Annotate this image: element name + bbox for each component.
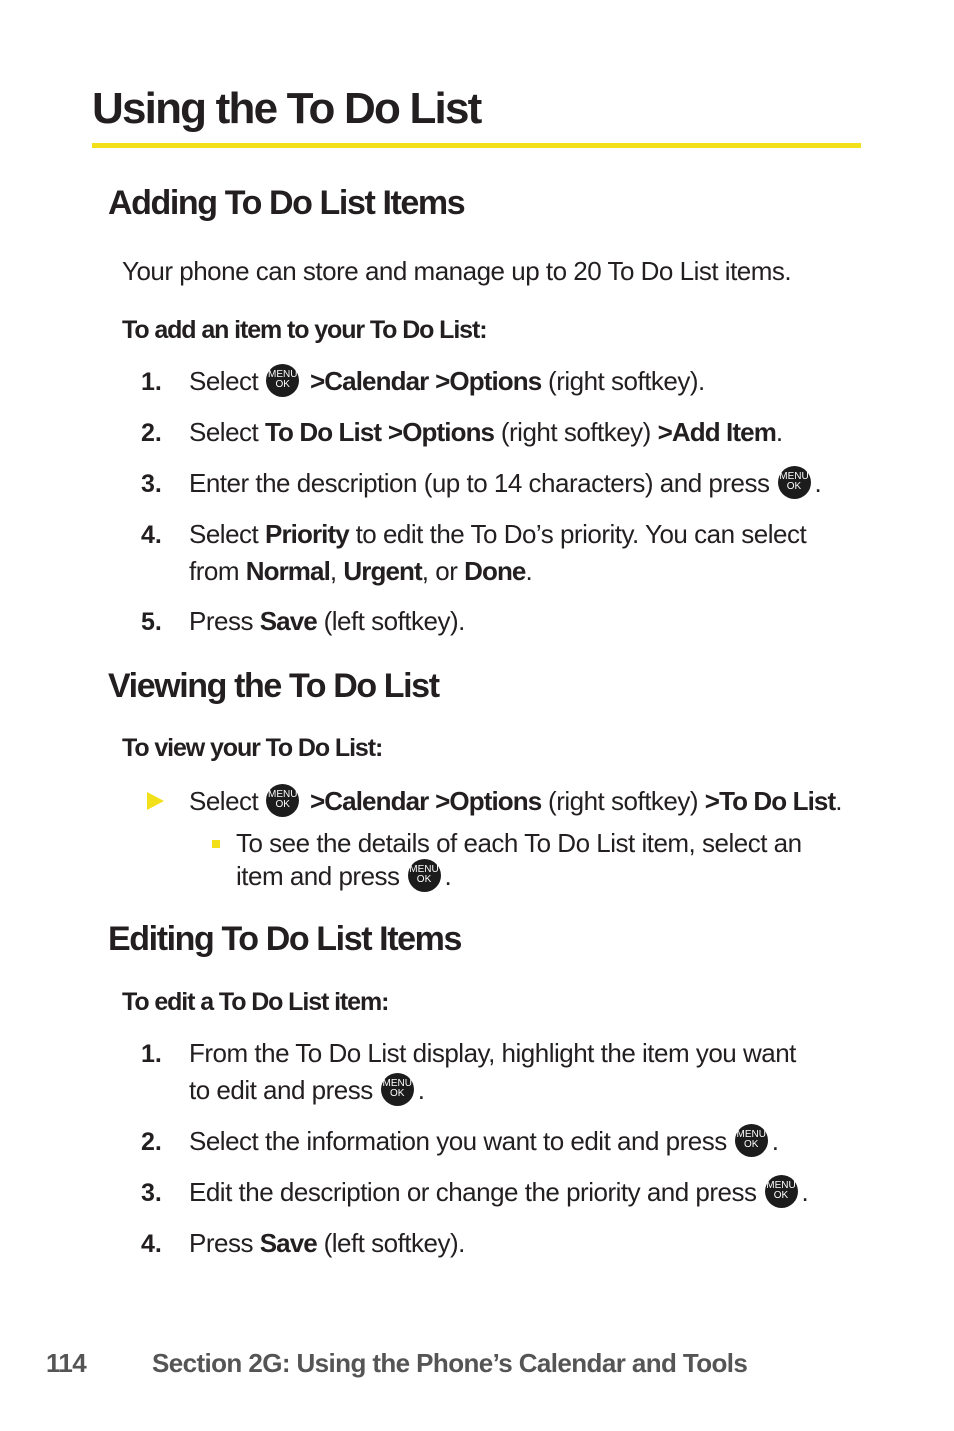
menu-ok-icon bbox=[778, 466, 811, 499]
title-divider bbox=[92, 143, 861, 148]
step-text: . bbox=[771, 1126, 779, 1156]
step-text: (left softkey). bbox=[323, 1228, 465, 1258]
editing-step-2 bbox=[189, 1126, 778, 1160]
step-text: Select bbox=[189, 786, 259, 816]
bullet-square-icon bbox=[212, 840, 220, 848]
step-text: . bbox=[525, 556, 533, 586]
adding-step-1 bbox=[189, 366, 705, 400]
menu-ok-icon bbox=[408, 859, 441, 892]
icon-label-top: MENU bbox=[382, 1077, 412, 1089]
editing-step-1-line-1: From the To Do List display, highlight the item you want bbox=[189, 1038, 796, 1068]
menu-ok-icon bbox=[735, 1124, 768, 1157]
step-text: > bbox=[657, 417, 672, 447]
step-text: > bbox=[435, 366, 450, 396]
menu-path-options: Options bbox=[402, 417, 495, 447]
editing-lead: To edit a To Do List item: bbox=[122, 988, 389, 1016]
menu-ok-icon bbox=[765, 1175, 798, 1208]
icon-label-top: MENU bbox=[779, 470, 809, 482]
step-text: . bbox=[775, 417, 783, 447]
heading-adding: Adding To Do List Items bbox=[108, 184, 465, 222]
step-text: . bbox=[814, 468, 822, 498]
adding-intro: Your phone can store and manage up to 20 To Do List items. bbox=[122, 256, 792, 286]
step-text: Select bbox=[189, 519, 259, 549]
option-done: Done bbox=[464, 556, 526, 586]
step-text: from bbox=[189, 556, 239, 586]
page-title: Using the To Do List bbox=[92, 84, 481, 133]
option-normal: Normal bbox=[245, 556, 330, 586]
icon-label-bottom: OK bbox=[275, 798, 290, 810]
icon-label-bottom: OK bbox=[416, 873, 432, 885]
icon-label-bottom: OK bbox=[275, 378, 290, 390]
adding-step-3-number: 3. bbox=[141, 470, 162, 498]
adding-step-2-number: 2. bbox=[141, 419, 162, 447]
step-text: (right softkey). bbox=[548, 366, 705, 396]
step-text: . bbox=[444, 861, 452, 891]
adding-step-3 bbox=[189, 468, 821, 502]
adding-step-4-number: 4. bbox=[141, 521, 162, 549]
adding-step-2 bbox=[189, 417, 783, 448]
menu-path-calendar: Calendar bbox=[324, 786, 429, 816]
adding-step-1-number: 1. bbox=[141, 368, 162, 396]
step-text: . bbox=[801, 1177, 809, 1207]
step-text: to edit and press bbox=[189, 1075, 373, 1105]
softkey-save: Save bbox=[259, 1228, 317, 1258]
step-text: . bbox=[835, 786, 842, 816]
viewing-lead: To view your To Do List: bbox=[122, 734, 383, 762]
icon-label-top: MENU bbox=[736, 1128, 766, 1140]
adding-step-5-number: 5. bbox=[141, 608, 162, 636]
editing-step-1-line-2 bbox=[189, 1075, 424, 1109]
step-text: to edit the To Do’s priority. You can select bbox=[355, 519, 807, 549]
step-text: (left softkey). bbox=[323, 606, 465, 636]
menu-path-add-item: Add Item bbox=[671, 417, 776, 447]
icon-label-top: MENU bbox=[766, 1179, 796, 1191]
step-text: , bbox=[329, 556, 337, 586]
page-number: 114 bbox=[46, 1348, 87, 1378]
icon-label-bottom: OK bbox=[773, 1189, 789, 1201]
editing-step-2-number: 2. bbox=[141, 1128, 162, 1156]
step-text: (right softkey) bbox=[500, 417, 651, 447]
viewing-sub-line-1: To see the details of each To Do List item, select an bbox=[236, 828, 802, 858]
menu-path-calendar: Calendar bbox=[324, 366, 429, 396]
step-text: > bbox=[310, 366, 325, 396]
icon-label-top: MENU bbox=[409, 863, 439, 875]
icon-label-bottom: OK bbox=[786, 480, 802, 492]
softkey-save: Save bbox=[259, 606, 317, 636]
step-text: , or bbox=[421, 556, 458, 586]
step-text: Enter the description (up to 14 characters) and press bbox=[189, 468, 770, 498]
menu-path-options: Options bbox=[449, 786, 542, 816]
icon-label-bottom: OK bbox=[743, 1138, 759, 1150]
menu-ok-icon bbox=[266, 784, 299, 817]
menu-ok-icon bbox=[266, 364, 299, 397]
step-text: Select bbox=[189, 366, 259, 396]
step-text: > bbox=[704, 786, 720, 816]
heading-editing: Editing To Do List Items bbox=[108, 920, 461, 958]
adding-step-4-line-1 bbox=[189, 519, 806, 550]
adding-step-4-line-2 bbox=[189, 556, 532, 587]
menu-ok-icon bbox=[381, 1073, 414, 1106]
editing-step-3-number: 3. bbox=[141, 1179, 162, 1207]
step-text: > bbox=[387, 417, 403, 447]
step-text: > bbox=[435, 786, 450, 816]
menu-path-todo: To Do List bbox=[719, 786, 836, 816]
editing-step-1-number: 1. bbox=[141, 1040, 162, 1068]
viewing-step bbox=[189, 786, 842, 820]
icon-label-top: MENU bbox=[268, 368, 298, 380]
step-text: Press bbox=[189, 1228, 253, 1258]
icon-label-top: MENU bbox=[268, 788, 298, 800]
menu-path-todo: To Do List bbox=[265, 417, 382, 447]
section-footer: Section 2G: Using the Phone’s Calendar and Tools bbox=[152, 1348, 748, 1378]
option-urgent: Urgent bbox=[343, 556, 422, 586]
step-text: Select the information you want to edit and press bbox=[189, 1126, 727, 1156]
step-text: . bbox=[417, 1075, 425, 1105]
step-text: item and press bbox=[236, 861, 400, 891]
heading-viewing: Viewing the To Do List bbox=[108, 667, 439, 705]
editing-step-4 bbox=[189, 1228, 465, 1259]
step-text: Select bbox=[189, 417, 259, 447]
option-priority: Priority bbox=[265, 519, 349, 549]
adding-step-5 bbox=[189, 606, 465, 637]
step-text: Press bbox=[189, 606, 253, 636]
icon-label-bottom: OK bbox=[390, 1087, 405, 1099]
viewing-sub-line-2 bbox=[236, 861, 451, 895]
step-text: > bbox=[310, 786, 325, 816]
step-text: (right softkey) bbox=[548, 786, 699, 816]
step-text: Edit the description or change the priority and press bbox=[189, 1177, 757, 1207]
adding-lead: To add an item to your To Do List: bbox=[122, 316, 487, 344]
menu-path-options: Options bbox=[449, 366, 542, 396]
bullet-triangle-icon bbox=[147, 792, 164, 810]
editing-step-4-number: 4. bbox=[141, 1230, 162, 1258]
editing-step-3 bbox=[189, 1177, 808, 1211]
